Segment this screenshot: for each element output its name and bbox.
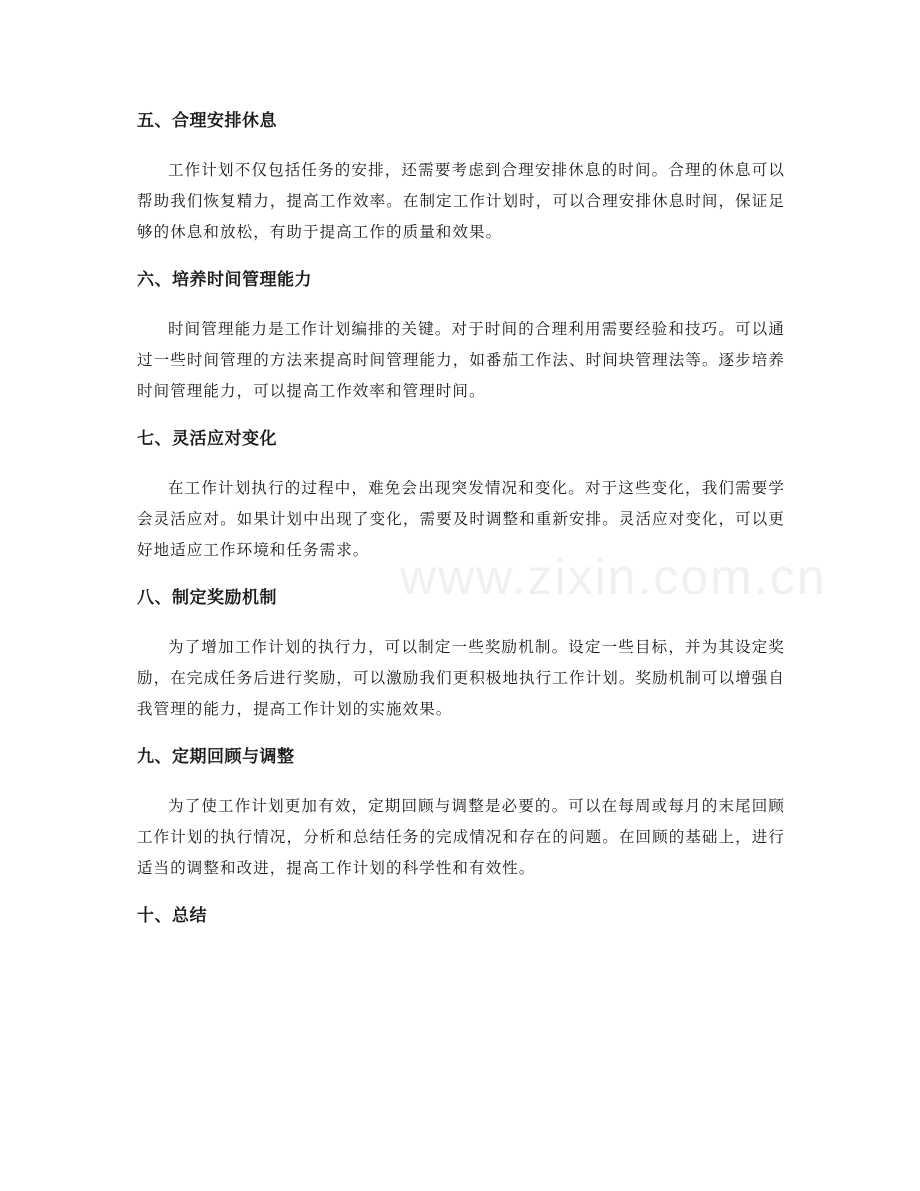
section-paragraph-8: 为了增加工作计划的执行力，可以制定一些奖励机制。设定一些目标，并为其设定奖励，在完成任务后进行奖励，可以激励我们更积极地执行工作计划。奖励机制可以增强自我管理的能力，提高工作计划的实施效果。 xyxy=(137,638,785,718)
section-heading-7: 七、灵活应对变化 xyxy=(137,429,277,449)
section-paragraph-9: 为了使工作计划更加有效，定期回顾与调整是必要的。可以在每周或每月的末尾回顾工作计划的执行情况，分析和总结任务的完成情况和存在的问题。在回顾的基础上，进行适当的调整和改进，提高工作计划的科学性和有效性。 xyxy=(137,797,785,877)
section-paragraph-6: 时间管理能力是工作计划编排的关键。对于时间的合理利用需要经验和技巧。可以通过一些时间管理的方法来提高时间管理能力，如番茄工作法、时间块管理法等。逐步培养时间管理能力，可以提高工作效率和管理时间。 xyxy=(137,320,785,400)
section-paragraph-7: 在工作计划执行的过程中，难免会出现突发情况和变化。对于这些变化，我们需要学会灵活应对。如果计划中出现了变化，需要及时调整和重新安排。灵活应对变化，可以更好地适应工作环境和任务需求。 xyxy=(137,479,785,559)
section-heading-5: 五、合理安排休息 xyxy=(137,111,277,131)
section-heading-8: 八、制定奖励机制 xyxy=(137,588,277,608)
watermark: www.zixin.com.cn xyxy=(400,549,827,605)
section-heading-6: 六、培养时间管理能力 xyxy=(137,270,312,290)
section-heading-9: 九、定期回顾与调整 xyxy=(137,747,295,767)
section-paragraph-5: 工作计划不仅包括任务的安排，还需要考虑到合理安排休息的时间。合理的休息可以帮助我们恢复精力，提高工作效率。在制定工作计划时，可以合理安排休息时间，保证足够的休息和放松，有助于提高工作的质量和效果。 xyxy=(137,161,785,241)
document-content xyxy=(137,106,785,950)
section-heading-10: 十、总结 xyxy=(137,906,207,926)
